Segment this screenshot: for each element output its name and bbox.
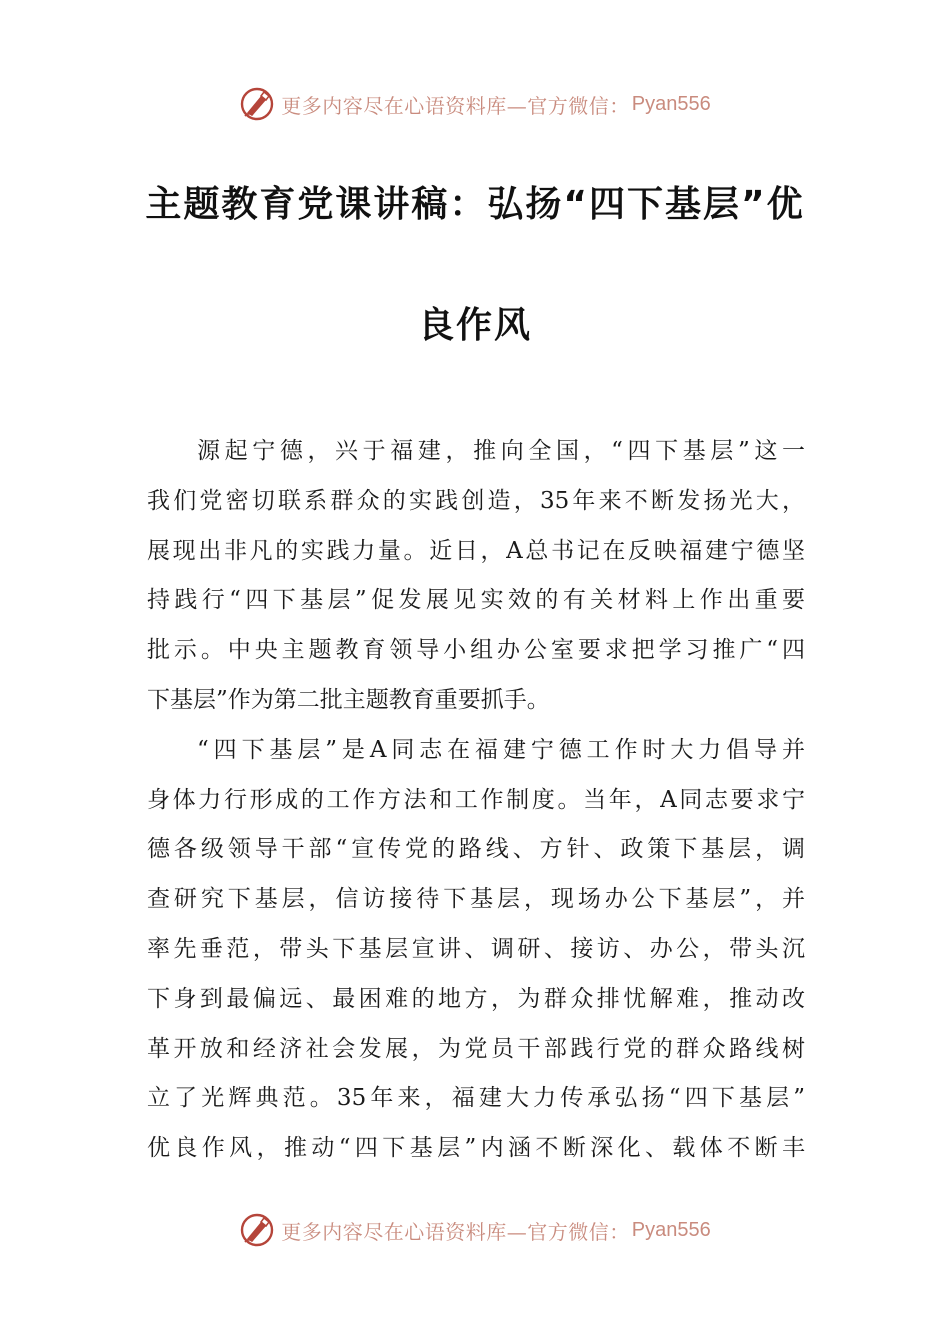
body-line: 下基层”作为第二批主题教育重要抓手。 xyxy=(147,686,550,713)
header-banner xyxy=(0,82,950,126)
footer-wechat-id: Pyan556 xyxy=(631,1218,711,1241)
pen-nib-circle-logo-icon xyxy=(239,86,275,122)
header-banner-text: 更多内容尽在心语资料库—官方微信： xyxy=(281,93,630,118)
body-line: 下身到最偏远、最困难的地方，为群众排忧解难，推动改 xyxy=(147,985,805,1012)
document-title-line-2: 良作风 xyxy=(417,305,532,346)
body-line: 批示。中央主题教育领导小组办公室要求把学习推广“四 xyxy=(147,637,805,664)
body-line: 优良作风，推动“四下基层”内涵不断深化、载体不断丰 xyxy=(147,1135,805,1162)
body-line: 展现出非凡的实践力量。近日，A总书记在反映福建宁德坚 xyxy=(147,537,805,564)
document-body xyxy=(147,427,805,1174)
body-line: 身体力行形成的工作方法和工作制度。当年，A同志要求宁 xyxy=(147,786,805,813)
body-line: “四下基层”是A同志在福建宁德工作时大力倡导并 xyxy=(197,736,805,763)
header-wechat-id: Pyan556 xyxy=(631,92,711,115)
body-line: 我们党密切联系群众的实践创造，35年来不断发扬光大， xyxy=(147,487,805,514)
body-line: 德各级领导干部“宣传党的路线、方针、政策下基层，调 xyxy=(147,836,805,863)
body-line: 立了光辉典范。35年来，福建大力传承弘扬“四下基层” xyxy=(147,1085,805,1112)
body-line: 源起宁德，兴于福建，推向全国，“四下基层”这一 xyxy=(197,438,805,464)
body-line: 持践行“四下基层”促发展见实效的有关材料上作出重要 xyxy=(147,587,805,614)
pen-nib-circle-logo-icon xyxy=(239,1212,275,1248)
body-line: 革开放和经济社会发展，为党员干部践行党的群众路线树 xyxy=(147,1035,805,1062)
footer-banner xyxy=(0,1208,950,1252)
footer-banner-text: 更多内容尽在心语资料库—官方微信： xyxy=(281,1219,630,1244)
document-title-line-1: 主题教育党课讲稿：弘扬“四下基层”优 xyxy=(145,184,805,225)
body-line: 率先垂范，带头下基层宣讲、调研、接访、办公，带头沉 xyxy=(147,935,805,962)
body-line: 查研究下基层，信访接待下基层，现场办公下基层”，并 xyxy=(147,886,805,913)
